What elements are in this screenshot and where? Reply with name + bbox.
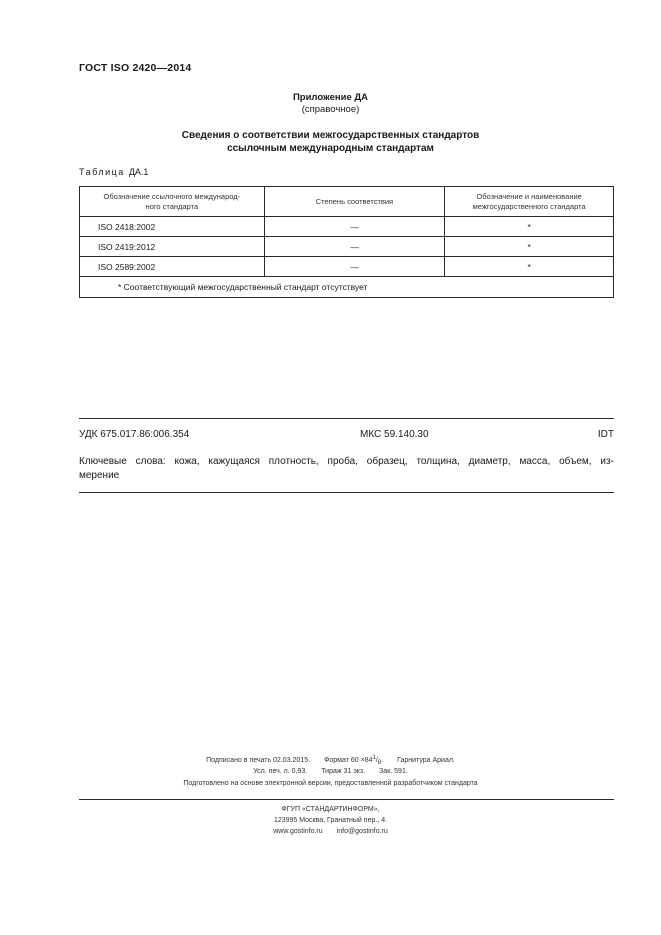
appendix-title: Приложение ДА — [292, 92, 369, 103]
appendix-subtitle: (справочное) — [301, 104, 360, 115]
publisher-address: 123995 Москва, Гранатный пер., 4. — [273, 817, 388, 824]
table-footnote: * Соответствующий межгосударственный стандарт отсутствует — [80, 277, 614, 298]
keyword-word: толщина, — [416, 456, 460, 467]
imprint-print-sheets: Усл. печ. л. 0,93. — [253, 768, 308, 775]
imprint-circulation: Тираж 31 экз. — [321, 768, 366, 775]
correspondence-table — [79, 186, 614, 298]
standard-id: ГОСТ ISO 2420—2014 — [79, 62, 192, 74]
cell-interstate: * — [445, 257, 614, 277]
imprint-signed: Подписано в печать 02.03.2015. — [206, 757, 311, 764]
table-caption-number: ДА.1 — [128, 167, 149, 177]
udk-code: УДК 675.017.86:006.354 — [79, 429, 190, 440]
table-row — [80, 257, 614, 277]
header-reference-standard-line-1: Обозначение ссылочного международ- — [103, 191, 241, 201]
cell-designation: ISO 2419:2012 — [80, 237, 265, 257]
imprint-typeface: Гарнитура Ариал. — [397, 757, 455, 764]
publisher-email-link[interactable]: info@gostinfo.ru — [336, 828, 388, 835]
cell-designation: ISO 2418:2002 — [80, 217, 265, 237]
imprint-prepared: Подготовлено на основе электронной версии, предоставленной разработчиком стандарта — [183, 780, 478, 787]
table-caption — [79, 167, 148, 177]
bottom-divider — [79, 492, 614, 493]
heading-line-1: Сведения о соответствии межгосударственных стандартов — [181, 130, 480, 141]
keyword-word: кожа, — [174, 456, 200, 467]
header-reference-standard — [80, 187, 265, 217]
idt-label: IDT — [597, 429, 614, 440]
header-interstate-standard — [445, 187, 614, 217]
header-reference-standard-line-2: ного стандарта — [145, 201, 199, 211]
keyword-word: плотность, — [268, 456, 319, 467]
table-footnote-row — [80, 277, 614, 298]
imprint-format: Формат 60 ×841/8. — [324, 755, 384, 766]
imprint-format-den: 8 — [377, 760, 382, 766]
table-header-row — [80, 187, 614, 217]
keywords — [79, 455, 614, 483]
header-degree — [264, 187, 445, 217]
cell-interstate: * — [445, 237, 614, 257]
publisher-website-link[interactable]: www.gostinfo.ru — [273, 828, 323, 835]
cell-degree: — — [264, 237, 445, 257]
cell-interstate: * — [445, 217, 614, 237]
table-caption-prefix: Таблица — [79, 167, 125, 177]
cell-degree: — — [264, 257, 445, 277]
keyword-word: масса, — [519, 456, 551, 467]
keyword-word: из- — [600, 456, 614, 467]
mks-code: МКС 59.140.30 — [360, 429, 429, 440]
imprint-divider — [79, 799, 614, 800]
header-degree-line-1: Степень соответствия — [315, 196, 394, 206]
publisher-name: ФГУП «СТАНДАРТИНФОРМ», — [281, 806, 380, 813]
table-row — [80, 237, 614, 257]
table-row — [80, 217, 614, 237]
heading-line-2: ссылочным международным стандартам — [227, 143, 434, 154]
cell-designation: ISO 2589:2002 — [80, 257, 265, 277]
keywords-line-2: мерение — [79, 470, 120, 481]
keyword-word: образец, — [366, 456, 408, 467]
keywords-line-1 — [79, 455, 614, 469]
imprint-line-2 — [0, 766, 661, 777]
top-divider — [79, 418, 614, 419]
header-interstate-line-2: межгосударственного стандарта — [472, 201, 586, 211]
imprint-format-label: Формат 60 ×84 — [324, 757, 373, 764]
header-interstate-line-1: Обозначение и наименование — [476, 191, 582, 201]
keyword-word: Ключевые — [79, 456, 127, 467]
keyword-word: слова: — [135, 456, 166, 467]
publisher-contacts — [0, 826, 661, 837]
classification-row — [79, 429, 614, 443]
section-heading — [0, 129, 661, 155]
keyword-word: кажущаяся — [208, 456, 260, 467]
keyword-word: объем, — [559, 456, 592, 467]
imprint-format-num: 1 — [372, 755, 376, 761]
cell-degree: — — [264, 217, 445, 237]
keyword-word: проба, — [327, 456, 358, 467]
keyword-word: диаметр, — [468, 456, 511, 467]
imprint-order: Зак. 591. — [379, 768, 408, 775]
